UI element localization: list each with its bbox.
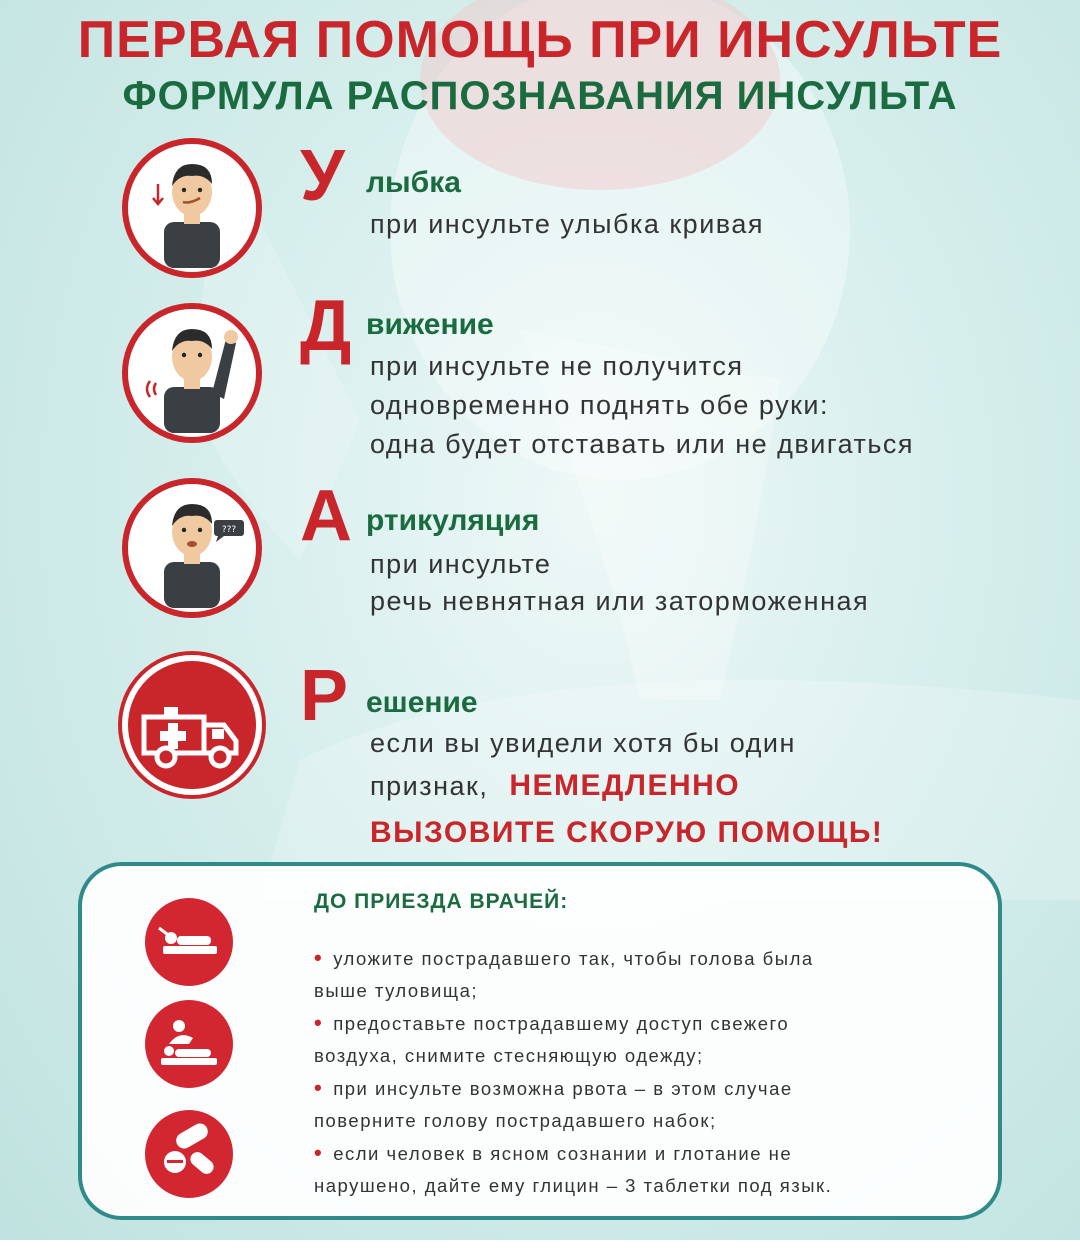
before-doctors-title: ДО ПРИЕЗДА ВРАЧЕЙ: [314,890,569,913]
urgent-call-ambulance: ВЫЗОВИТЕ СКОРУЮ ПОМОЩЬ! [370,816,884,849]
step-letter-a: А [300,476,352,556]
before-doctors-list [314,942,954,1202]
step-desc-d-line3: одна будет отставать или не двигаться [370,429,915,459]
bottom-strip [0,1240,1080,1256]
step-desc-r-line2 [370,765,740,807]
list-item: • если человек в ясном сознании и глотание не нарушено, дайте ему глицин – 3 таблетки под язык. [314,1140,833,1196]
lying-person-icon [145,898,233,986]
step-letter-r: Р [300,656,349,736]
bullet-icon: • [314,1010,324,1035]
step-desc-a-line1: при инсульте [370,549,552,579]
step-desc-u-line1: при инсульте улыбка кривая [370,209,764,239]
list-item: • предоставьте пострадавшему доступ свежего воздуха, снимите стесняющую одежду; [314,1010,790,1066]
bullet-icon: • [314,1075,324,1100]
bullet-icon: • [314,945,324,970]
step-desc-r-line1: если вы увидели хотя бы один [370,728,796,758]
urgent-word: НЕМЕДЛЕННО [509,769,741,802]
list-item: • уложите пострадавшего так, чтобы голова была выше туловища; [314,945,814,1001]
list-item: • при инсульте возможна рвота – в этом случае поверните голову пострадавшего набок; [314,1075,793,1131]
step-heading-u: лыбка [366,166,461,199]
step-heading-r: ешение [366,686,478,719]
speech-bubble-text: ??? [221,525,237,535]
person-help-lying-icon [145,1000,233,1088]
step-letter-d: Д [300,286,352,366]
speech-person-icon [122,478,262,618]
step-desc-d-line1: при инсульте не получится [370,351,744,381]
poster-subtitle: ФОРМУЛА РАСПОЗНАВАНИЯ ИНСУЛЬТА [122,74,958,118]
step-desc-r-line2-text: признак, [370,771,489,801]
step-desc-a-line2: речь невнятная или заторможенная [370,586,870,616]
bullet-icon: • [314,1140,324,1165]
step-desc-d-line2: одновременно поднять обе руки: [370,390,829,420]
step-letter-u: У [300,136,345,216]
poster-title: ПЕРВАЯ ПОМОЩЬ ПРИ ИНСУЛЬТЕ [77,11,1003,69]
smile-person-icon [122,138,262,278]
step-heading-d: вижение [366,308,494,341]
step-heading-a: ртикуляция [366,504,540,537]
pills-icon [145,1110,233,1198]
raised-arm-person-icon [122,303,262,443]
ambulance-icon [122,655,262,795]
